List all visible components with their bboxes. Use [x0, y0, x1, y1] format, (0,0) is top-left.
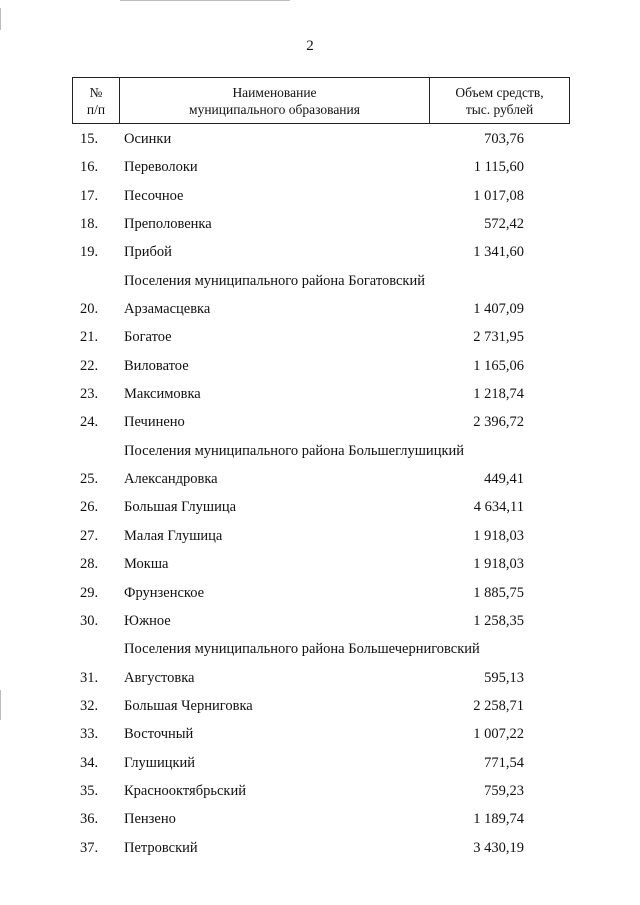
table-header — [72, 77, 570, 124]
funding-amount: 1 189,74 — [473, 811, 524, 828]
municipality-name: Пензено — [124, 811, 176, 828]
municipality-name: Александровка — [124, 471, 218, 488]
table-row — [0, 352, 640, 380]
row-number: 30. — [80, 612, 99, 629]
row-number: 36. — [80, 811, 99, 828]
row-number: 31. — [80, 669, 99, 686]
table-row — [0, 777, 640, 805]
municipality-name: Виловатое — [124, 357, 189, 374]
municipality-name: Большая Глушица — [124, 499, 237, 516]
table-row — [0, 295, 640, 323]
table-row — [0, 834, 640, 862]
section-title: Поселения муниципального района Большечерниговский — [124, 641, 480, 658]
row-number: 18. — [80, 216, 99, 233]
scan-artifact-left — [0, 8, 1, 30]
row-number: 35. — [80, 782, 99, 799]
funding-amount: 771,54 — [484, 754, 524, 771]
table-row — [0, 720, 640, 748]
table-row — [0, 493, 640, 521]
row-number: 17. — [80, 187, 99, 204]
municipality-name: Песочное — [124, 187, 184, 204]
municipality-name: Августовка — [124, 669, 195, 686]
row-number: 27. — [80, 527, 99, 544]
funding-amount: 1 007,22 — [473, 726, 524, 743]
row-number: 26. — [80, 499, 99, 516]
municipality-name: Южное — [124, 612, 171, 629]
row-number: 21. — [80, 329, 99, 346]
municipality-name: Малая Глушица — [124, 527, 223, 544]
header-name-line1: Наименование — [232, 84, 317, 100]
table-row — [0, 125, 640, 153]
row-number: 23. — [80, 386, 99, 403]
row-number: 24. — [80, 414, 99, 431]
municipality-name: Максимовка — [124, 386, 201, 403]
funding-amount: 1 918,03 — [473, 527, 524, 544]
row-number: 34. — [80, 754, 99, 771]
header-number-column — [73, 78, 120, 123]
table-row — [0, 749, 640, 777]
funding-amount: 1 918,03 — [473, 556, 524, 573]
table-row — [0, 323, 640, 351]
funding-amount: 2 258,71 — [473, 697, 524, 714]
funding-amount: 703,76 — [484, 131, 524, 147]
row-number: 22. — [80, 357, 99, 374]
municipality-name: Переволоки — [124, 159, 198, 176]
funding-amount: 449,41 — [484, 471, 524, 488]
municipality-name: Богатое — [124, 329, 172, 346]
table-body — [0, 125, 640, 862]
funding-amount: 2 396,72 — [473, 414, 524, 431]
header-volume-line2: тыс. рублей — [465, 101, 534, 117]
header-number-line2: п/п — [86, 101, 106, 117]
municipality-name: Петровский — [124, 839, 198, 856]
row-number: 28. — [80, 556, 99, 573]
row-number: 29. — [80, 584, 99, 601]
header-name-line2: муниципального образования — [189, 101, 360, 117]
table-row — [0, 607, 640, 635]
header-number-line1: № — [89, 84, 103, 100]
table-row — [0, 522, 640, 550]
header-volume-line1: Объем средств, — [455, 84, 544, 100]
section-title: Поселения муниципального района Большеглушицкий — [124, 442, 465, 459]
table-row — [0, 238, 640, 266]
funding-amount: 2 731,95 — [473, 329, 524, 346]
funding-amount: 1 885,75 — [473, 584, 524, 601]
row-number: 19. — [80, 244, 99, 261]
municipality-name: Фрунзенское — [124, 584, 205, 601]
municipality-name: Преполовенка — [124, 216, 212, 233]
section-heading-row — [0, 437, 640, 465]
municipality-name: Печинено — [124, 414, 185, 431]
funding-amount: 1 165,06 — [473, 357, 524, 374]
funding-amount: 1 017,08 — [473, 187, 524, 204]
section-heading-row — [0, 267, 640, 295]
header-volume-column — [430, 78, 569, 123]
row-number: 37. — [80, 839, 99, 856]
table-row — [0, 408, 640, 436]
municipality-name: Мокша — [124, 556, 169, 573]
funding-amount: 759,23 — [484, 782, 524, 799]
funding-amount: 3 430,19 — [473, 839, 524, 856]
funding-amount: 4 634,11 — [473, 499, 524, 516]
funding-amount: 1 341,60 — [473, 244, 524, 261]
row-number: 15. — [80, 131, 99, 147]
table-row — [0, 153, 640, 181]
table-row — [0, 664, 640, 692]
funding-amount: 595,13 — [484, 669, 524, 686]
row-number: 16. — [80, 159, 99, 176]
row-number: 32. — [80, 697, 99, 714]
municipality-name: Восточный — [124, 726, 194, 743]
table-row — [0, 465, 640, 493]
row-number: 33. — [80, 726, 99, 743]
table-row — [0, 210, 640, 238]
header-name-column — [120, 78, 430, 123]
municipality-name: Краснооктябрьский — [124, 782, 246, 799]
funding-amount: 572,42 — [484, 216, 524, 233]
municipality-name: Арзамасцевка — [124, 301, 211, 318]
funding-amount: 1 258,35 — [473, 612, 524, 629]
page-number: 2 — [306, 38, 314, 54]
table-row — [0, 182, 640, 210]
scan-artifact-top — [120, 0, 290, 1]
funding-amount: 1 218,74 — [473, 386, 524, 403]
funding-amount: 1 407,09 — [473, 301, 524, 318]
table-row — [0, 550, 640, 578]
row-number: 25. — [80, 471, 99, 488]
municipality-name: Осинки — [124, 131, 172, 147]
row-number: 20. — [80, 301, 99, 318]
section-heading-row — [0, 635, 640, 663]
table-row — [0, 692, 640, 720]
table-row — [0, 805, 640, 833]
municipality-name: Большая Черниговка — [124, 697, 253, 714]
section-title: Поселения муниципального района Богатовский — [124, 272, 425, 289]
table-row — [0, 579, 640, 607]
table-row — [0, 380, 640, 408]
municipality-name: Прибой — [124, 244, 172, 261]
funding-amount: 1 115,60 — [473, 159, 524, 176]
municipality-name: Глушицкий — [124, 754, 196, 771]
